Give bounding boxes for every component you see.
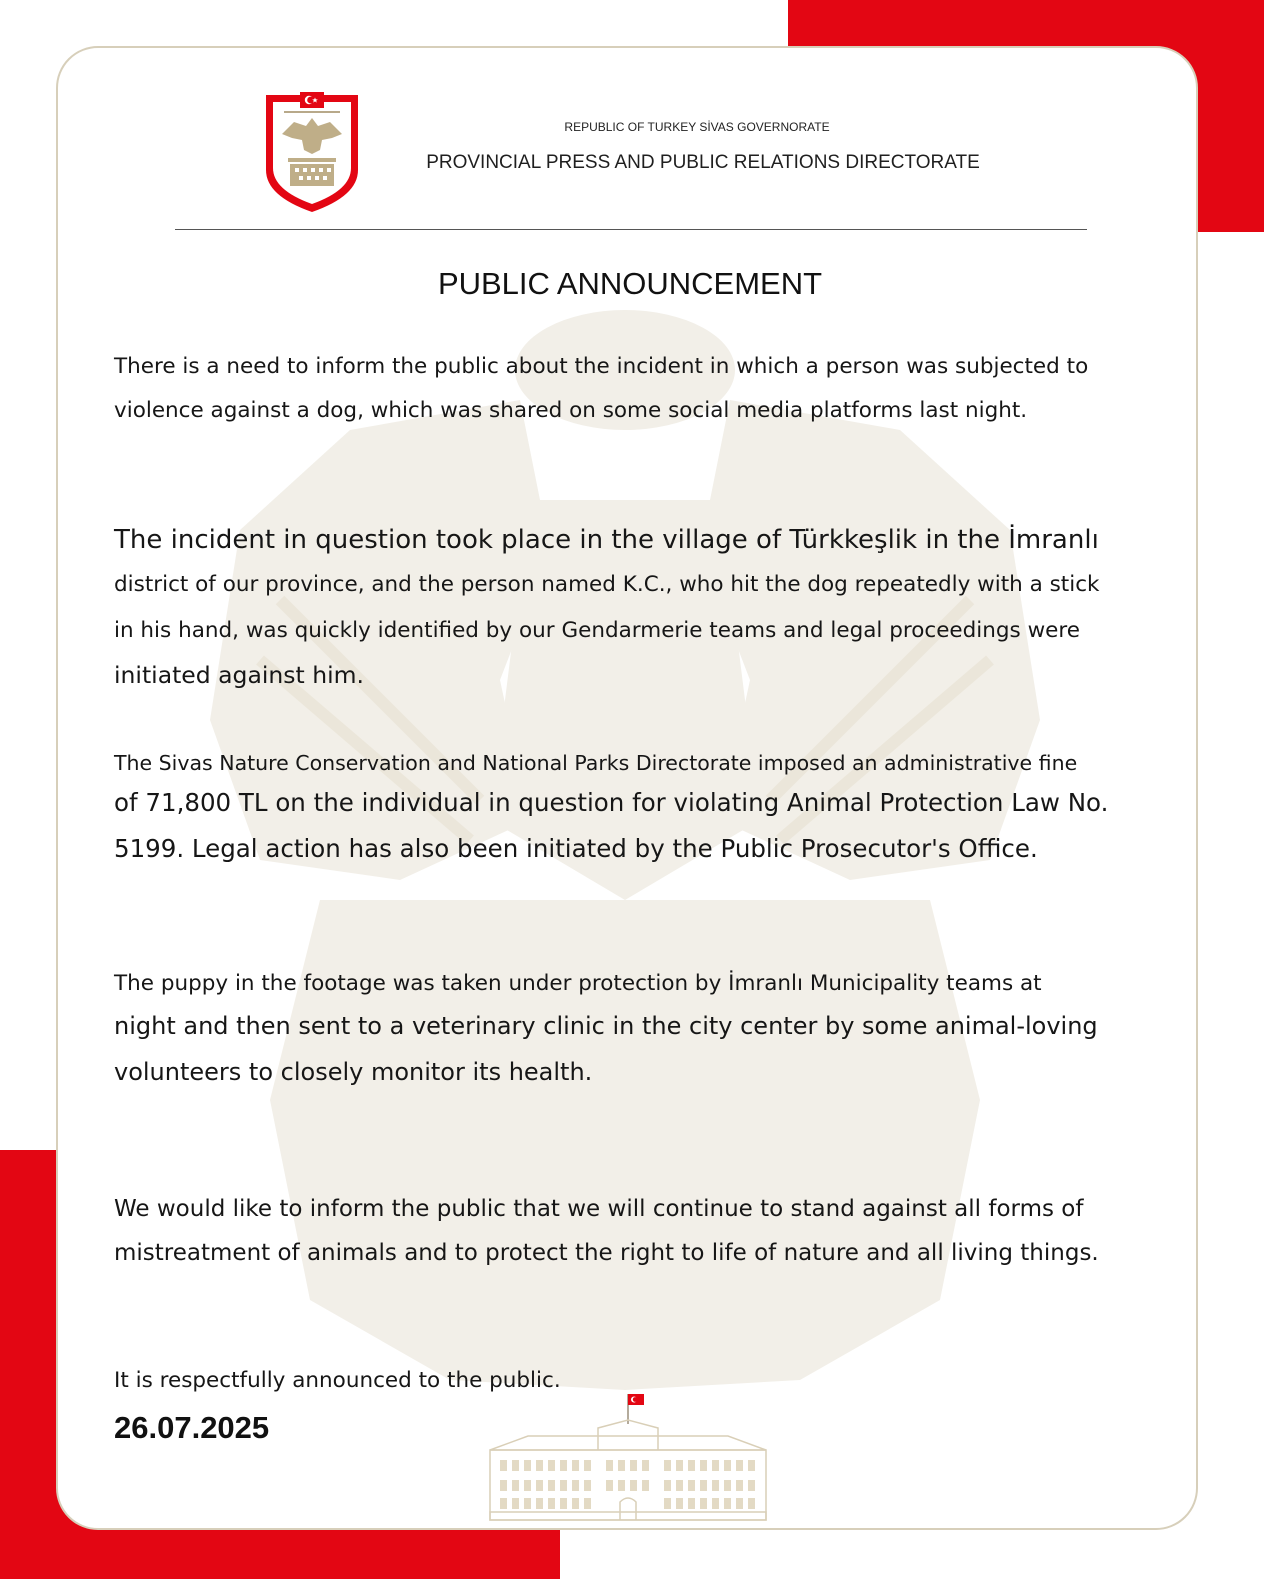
paragraph-puppy	[114, 965, 1144, 1095]
paragraph-incident	[114, 518, 1144, 696]
paragraph-line: violence against a dog, which was shared on some social media platforms last night.	[114, 398, 1028, 423]
governorate-building-icon	[488, 1390, 768, 1522]
paragraph-line: The incident in question took place in the village of Türkkeşlik in the İmranlı	[114, 525, 1099, 555]
paragraph-line: The Sivas Nature Conservation and National Parks Directorate imposed an administrative fine	[114, 751, 1078, 775]
paragraph-fine	[114, 746, 1144, 872]
directorate-name: PROVINCIAL PRESS AND PUBLIC RELATIONS DIRECTORATE	[426, 152, 980, 173]
paragraph-line: district of our province, and the person named K.C., who hit the dog repeatedly with a stick	[114, 572, 1100, 597]
governorate-name: REPUBLIC OF TURKEY SİVAS GOVERNORATE	[564, 120, 830, 134]
paragraph-line: initiated against him.	[114, 661, 365, 689]
paragraph-line: mistreatment of animals and to protect the right to life of nature and all living things.	[114, 1240, 1099, 1266]
header-divider	[175, 229, 1087, 230]
paragraph-line: The puppy in the footage was taken under protection by İmranlı Municipality teams at	[114, 971, 1042, 996]
closing-statement: It is respectfully announced to the public.	[114, 1368, 561, 1393]
paragraph-line: in his hand, was quickly identified by our Gendarmerie teams and legal proceedings were	[114, 618, 1080, 643]
announcement-date: 26.07.2025	[114, 1410, 270, 1445]
sivas-governorate-emblem-icon	[264, 92, 360, 214]
paragraph-line: There is a need to inform the public about the incident in which a person was subjected to	[114, 354, 1089, 379]
announcement-title: PUBLIC ANNOUNCEMENT	[437, 266, 823, 301]
paragraph-line: volunteers to closely monitor its health.	[114, 1058, 593, 1086]
paragraph-line: 5199. Legal action has also been initiated by the Public Prosecutor's Office.	[114, 834, 1038, 863]
paragraph-line: of 71,800 TL on the individual in question for violating Animal Protection Law No.	[114, 788, 1109, 817]
paragraph-intro	[114, 345, 1144, 433]
paragraph-commitment	[114, 1187, 1144, 1275]
paragraph-line: We would like to inform the public that we will continue to stand against all forms of	[114, 1196, 1084, 1222]
paragraph-line: night and then sent to a veterinary clinic in the city center by some animal-loving	[114, 1012, 1098, 1040]
